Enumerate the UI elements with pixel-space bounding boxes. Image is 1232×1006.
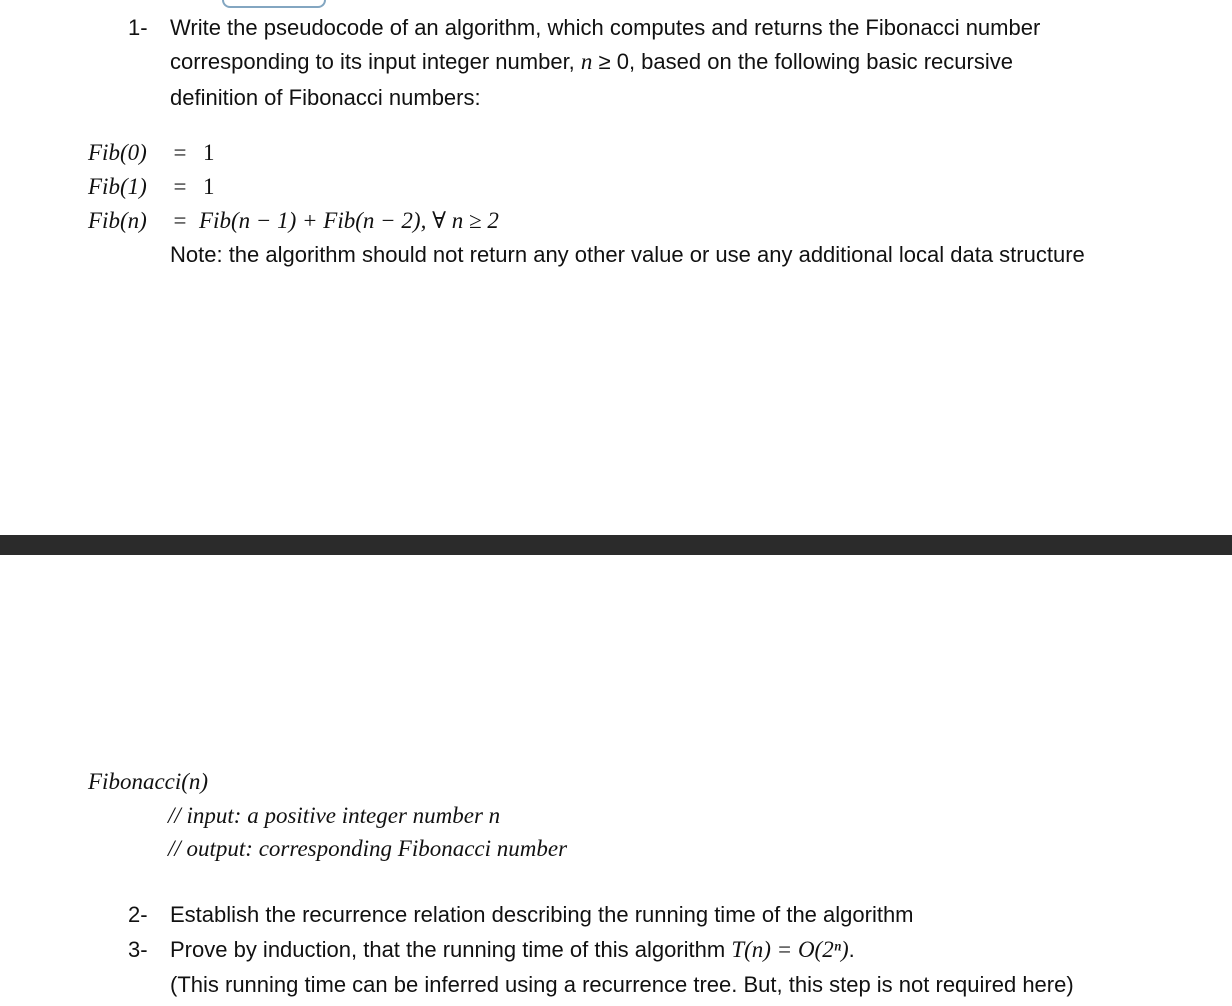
cropped-heading-fragment	[222, 0, 326, 8]
pseudocode-input-comment: // input: a positive integer number n	[168, 803, 501, 828]
definition-row-1-rhs: 1	[203, 140, 215, 165]
question-3-line-1	[170, 937, 855, 963]
definition-row-3-eq: =	[173, 208, 187, 233]
question-1-line-2-part-b: ≥ 0, based on the following basic recursive	[592, 49, 1013, 74]
question-1-line-2-part-a: corresponding to its input integer number,	[170, 49, 581, 74]
definition-row-1-lhs: Fib(0)	[88, 140, 147, 165]
question-2-number: 2-	[128, 902, 148, 927]
definition-row-1-eq: =	[173, 140, 187, 165]
definition-row-3-rhs: Fib(n − 1) + Fib(n − 2), ∀ n ≥ 2	[199, 208, 499, 233]
page-divider	[0, 535, 1232, 555]
question-3-text: Prove by induction, that the running time of this algorithm	[170, 937, 732, 962]
question-3-number: 3-	[128, 937, 148, 962]
running-time-formula: T(n) = O(2ⁿ)	[731, 937, 849, 962]
question-3-line-2: (This running time can be inferred using a recurrence tree. But, this step is not required here)	[170, 972, 1074, 997]
question-1-line-2	[170, 49, 1013, 75]
question-2-text: Establish the recurrence relation describing the running time of the algorithm	[170, 902, 914, 927]
pseudocode-signature: Fibonacci(n)	[88, 769, 209, 794]
variable-n: n	[580, 49, 593, 74]
question-1-line-1: Write the pseudocode of an algorithm, which computes and returns the Fibonacci number	[170, 15, 1041, 40]
definition-row-2-lhs: Fib(1)	[88, 174, 147, 199]
question-1-line-3: definition of Fibonacci numbers:	[170, 85, 481, 110]
definition-row-2-eq: =	[173, 174, 187, 199]
definition-row-3-lhs: Fib(n)	[88, 208, 147, 233]
note: Note: the algorithm should not return any other value or use any additional local data structure	[170, 242, 1085, 267]
question-1-number: 1-	[128, 15, 148, 40]
pseudocode-output-comment: // output: corresponding Fibonacci number	[168, 836, 568, 861]
question-3-period: .	[848, 937, 855, 962]
definition-row-2-rhs: 1	[203, 174, 215, 199]
